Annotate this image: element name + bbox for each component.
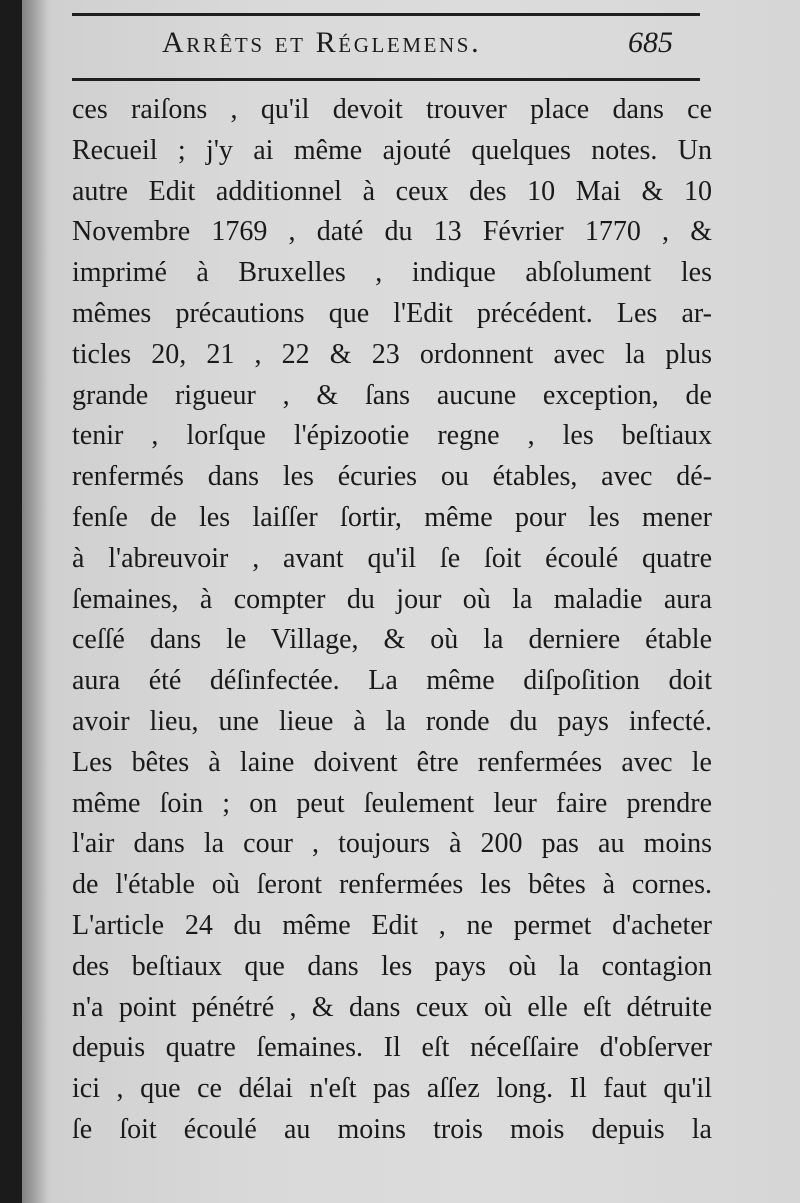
- text-line: l'air dans la cour , toujours à 200 pas au moins: [72, 828, 712, 860]
- text-line: mêmes précautions que l'Edit précédent. Les ar-: [72, 297, 712, 329]
- header-rule-bottom: [72, 78, 700, 81]
- text-line: L'article 24 du même Edit , ne permet d'acheter: [72, 909, 712, 941]
- page-gutter-shadow: [22, 0, 48, 1203]
- text-line: Recueil ; j'y ai même ajouté quelques notes. Un: [72, 134, 712, 166]
- text-line: aura été déſinfectée. La même diſpoſition doit: [72, 665, 712, 697]
- text-line: à l'abreuvoir , avant qu'il ſe ſoit écoulé quatre: [72, 542, 712, 574]
- text-line: Novembre 1769 , daté du 13 Février 1770 , &: [72, 216, 712, 248]
- book-page: [22, 0, 800, 1203]
- text-line: Les bêtes à laine doivent être renfermées avec le: [72, 746, 712, 778]
- running-head: Arrêts et Réglemens.: [162, 26, 482, 59]
- text-line: ceſſé dans le Village, & où la derniere étable: [72, 624, 712, 656]
- text-line: de l'étable où ſeront renfermées les bêtes à cornes.: [72, 869, 712, 901]
- text-line: avoir lieu, une lieue à la ronde du pays infecté.: [72, 705, 712, 737]
- text-line: autre Edit additionnel à ceux des 10 Mai & 10: [72, 175, 712, 207]
- text-line: renfermés dans les écuries ou étables, avec dé-: [72, 461, 712, 493]
- text-line: n'a point pénétré , & dans ceux où elle eſt détruite: [72, 991, 712, 1023]
- text-line: des beſtiaux que dans les pays où la contagion: [72, 950, 712, 982]
- text-line: fenſe de les laiſſer ſortir, même pour les mener: [72, 501, 712, 533]
- text-line: tenir , lorſque l'épizootie regne , les beſtiaux: [72, 420, 712, 452]
- text-line: ticles 20, 21 , 22 & 23 ordonnent avec la plus: [72, 338, 712, 370]
- body-text: [72, 90, 712, 1151]
- text-line: grande rigueur , & ſans aucune exception, de: [72, 379, 712, 411]
- page-number: 685: [628, 26, 673, 59]
- text-line: même ſoin ; on peut ſeulement leur faire prendre: [72, 787, 712, 819]
- text-line: depuis quatre ſemaines. Il eſt néceſſaire d'obſerver: [72, 1032, 712, 1064]
- text-line: ces raiſons , qu'il devoit trouver place dans ce: [72, 94, 712, 125]
- text-line: imprimé à Bruxelles , indique abſolument les: [72, 257, 712, 289]
- text-line: ſemaines, à compter du jour où la maladie aura: [72, 583, 712, 615]
- text-line: ici , que ce délai n'eſt pas aſſez long. Il faut qu'il: [72, 1073, 712, 1105]
- text-line: ſe ſoit écoulé au moins trois mois depuis la: [72, 1113, 712, 1145]
- header-rule-top: [72, 13, 700, 16]
